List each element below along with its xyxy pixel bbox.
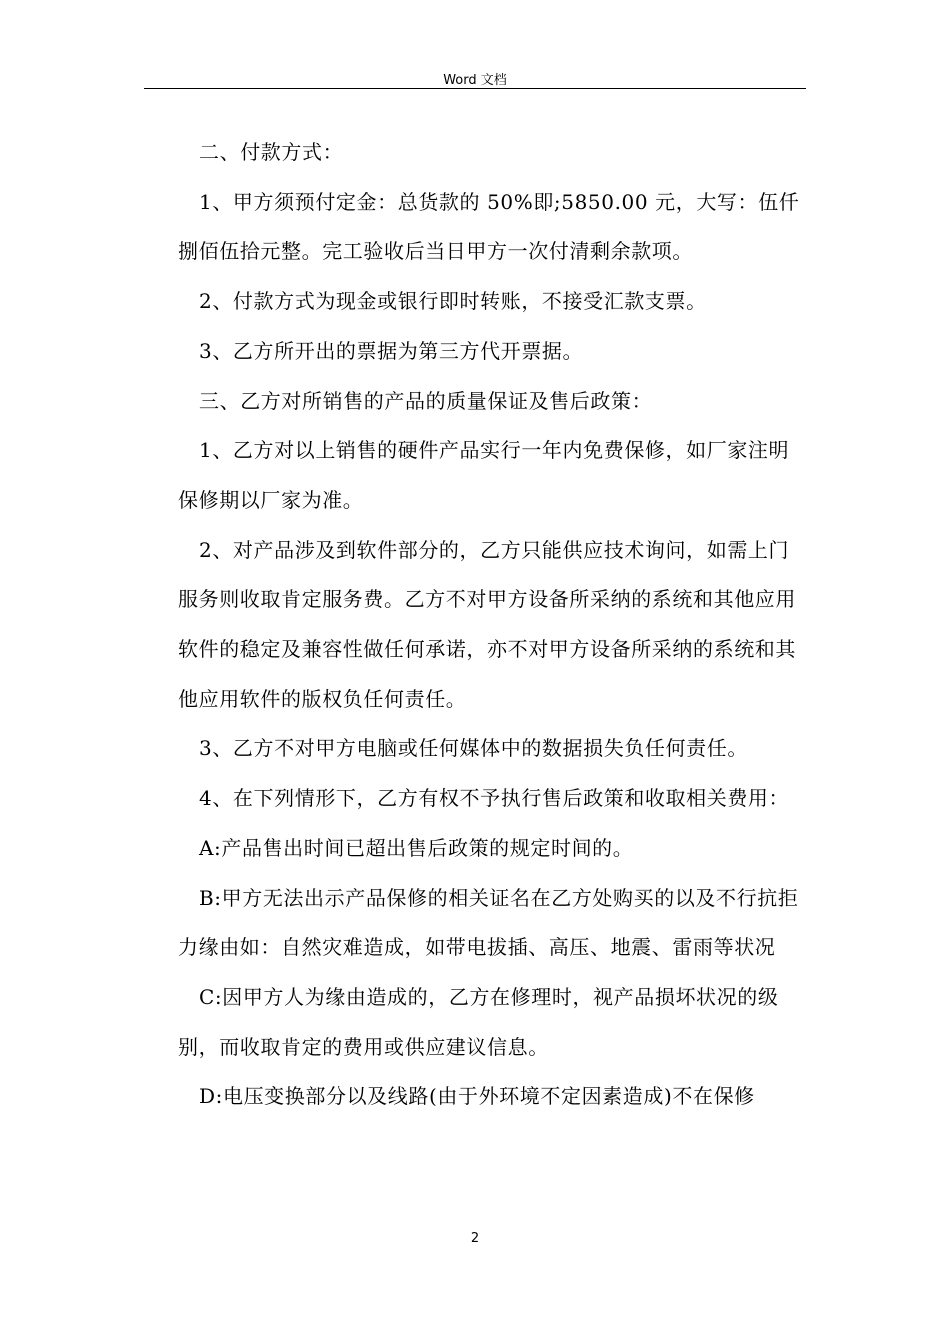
page-number: 2 [470, 1231, 480, 1246]
paragraph: 2、对产品涉及到软件部分的，乙方只能供应技术询问，如需上门服务则收取肯定服务费。乙方不对甲方设备所采纳的系统和其他应用软件的稳定及兼容性做任何承诺，亦不对甲方设备所采纳的系统和其他应用软件的版权负任何责任。 [178, 537, 796, 711]
list-item: A:产品售出时间已超出售后政策的规定时间的。 [199, 835, 634, 860]
section-heading-payment: 二、付款方式： [199, 140, 344, 164]
paragraph: 1、乙方对以上销售的硬件产品实行一年内免费保修，如厂家注明保修期以厂家为准。 [178, 438, 790, 512]
paragraph: 3、乙方所开出的票据为第三方代开票据。 [199, 338, 584, 363]
section-heading-warranty: 三、乙方对所销售的产品的质量保证及售后政策： [199, 388, 653, 413]
header-divider [144, 88, 806, 89]
paragraph: 1、甲方须预付定金：总货款的 50%即;5850.00 元，大写：伍仟捌佰伍拾元整。完工验收后当日甲方一次付清剩余款项。 [178, 189, 800, 264]
document-body [178, 128, 806, 1122]
list-item: C:因甲方人为缘由造成的，乙方在修理时，视产品损坏状况的级别，而收取肯定的费用或供应建议信息。 [178, 984, 779, 1059]
paragraph: 2、付款方式为现金或银行即时转账，不接受汇款支票。 [199, 289, 707, 314]
paragraph: 4、在下列情形下，乙方有权不予执行售后政策和收取相关费用： [199, 786, 790, 811]
list-item: D:电压变换部分以及线路(由于外环境不定因素造成)不在保修 [199, 1084, 755, 1109]
page-header: Word 文档 [443, 73, 507, 88]
paragraph: 3、乙方不对甲方电脑或任何媒体中的数据损失负任何责任。 [199, 736, 748, 761]
list-item: B:甲方无法出示产品保修的相关证名在乙方处购买的以及不行抗拒力缘由如：自然灾难造成，如带电拔插、高压、地震、雷雨等状况 [178, 885, 799, 960]
